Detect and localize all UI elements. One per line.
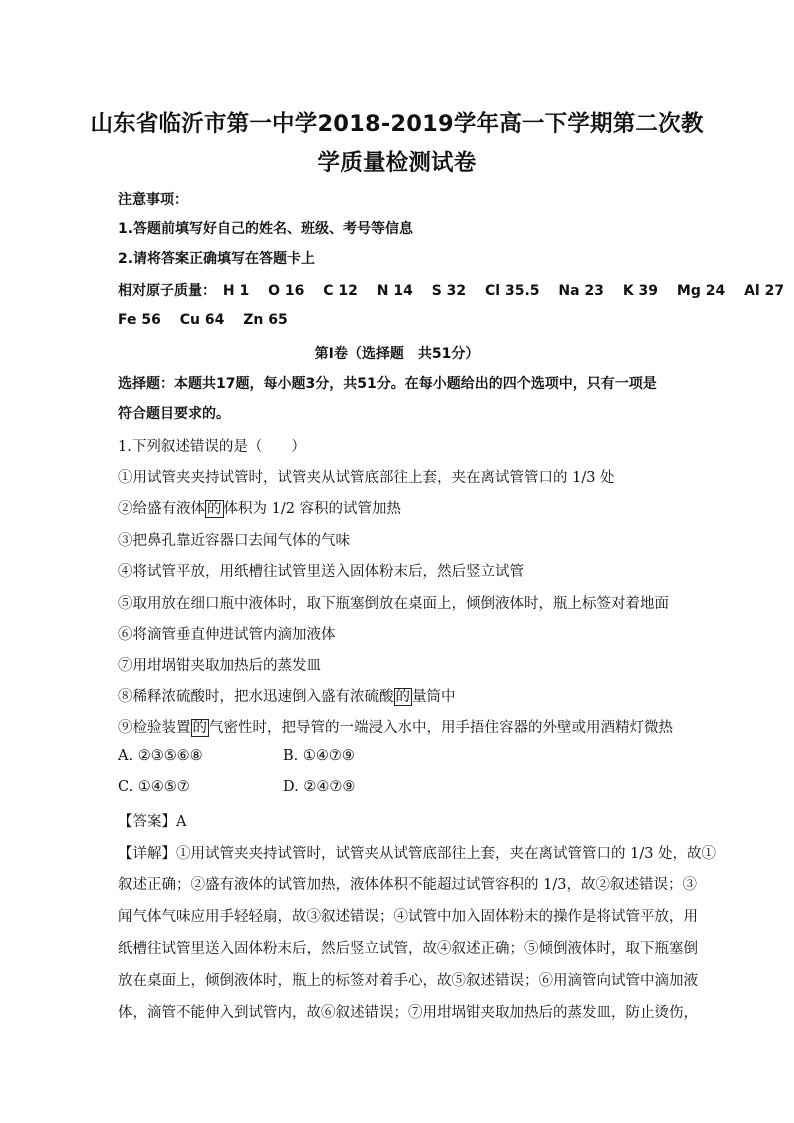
explanation-line-1: 【详解】①用试管夹夹持试管时，试管夹从试管底部往上套，夹在离试管管口的 1/3 处，故①	[118, 846, 717, 862]
document-title-line-1: 山东省临沂市第一中学2018-2019学年高一下学期第二次教	[90, 111, 704, 137]
statement-3: ③把鼻孔靠近容器口去闻气体的气味	[118, 533, 350, 549]
statement-8-post: 量筒中	[412, 689, 456, 705]
statement-7: ⑦用坩埚钳夹取加热后的蒸发皿	[118, 658, 321, 674]
section-title: 第Ⅰ卷（选择题 共51分）	[314, 346, 480, 362]
instructions-line-2: 符合题目要求的。	[118, 406, 230, 422]
atomic-mass-mg: Mg 24	[676, 283, 726, 299]
explanation-line-6: 体，滴管不能伸入到试管内，故⑥叙述错误；⑦用坩埚钳夹取加热后的蒸发皿，防止烫伤，	[118, 1005, 698, 1021]
statement-5: ⑤取用放在细口瓶中液体时，取下瓶塞倒放在桌面上，倾倒液体时，瓶上标签对着地面	[118, 596, 669, 612]
atomic-mass-na: Na 23	[558, 283, 604, 299]
explanation-line-5: 放在桌面上，倾倒液体时，瓶上的标签对着手心，故⑤叙述错误；⑥用滴管向试管中滴加液	[118, 973, 698, 989]
explanation-line-4: 纸槽往试管里送入固体粉末后，然后竖立试管，故④叙述正确；⑤倾倒液体时，取下瓶塞倒	[118, 941, 698, 957]
statement-2-post: 体积为 1/2 容积的试管加热	[223, 501, 402, 517]
notice-item-2: 2.请将答案正确填写在答题卡上	[118, 251, 316, 267]
answer: 【答案】A	[118, 814, 187, 830]
statement-2	[118, 497, 401, 518]
statement-6: ⑥将滴管垂直伸进试管内滴加液体	[118, 627, 336, 643]
instructions-line-1: 选择题：本题共17题，每小题3分，共51分。在每小题给出的四个选项中，只有一项是	[118, 376, 657, 392]
atomic-mass-zn: Zn 65	[243, 312, 288, 328]
atomic-mass-row-1	[118, 280, 794, 300]
statement-8-boxed-char: 的	[395, 689, 410, 705]
statement-1: ①用试管夹夹持试管时，试管夹从试管底部往上套，夹在离试管管口的 1/3 处	[118, 470, 615, 486]
document-title-line-2: 学质量检测试卷	[317, 150, 477, 176]
statement-9	[118, 716, 673, 737]
atomic-mass-label: 相对原子质量：	[118, 283, 216, 299]
statement-2-boxed-char: 的	[207, 501, 222, 517]
explanation-line-3: 闻气体气味应用手轻轻扇，故③叙述错误；④试管中加入固体粉末的操作是将试管平放，用	[118, 909, 698, 925]
statement-8	[118, 685, 456, 706]
statement-4: ④将试管平放，用纸槽往试管里送入固体粉末后，然后竖立试管	[118, 564, 524, 580]
atomic-mass-o: O 16	[268, 283, 305, 299]
atomic-mass-h: H 1	[222, 283, 250, 299]
option-b: B. ①④⑦⑨	[283, 748, 355, 764]
notice-item-1: 1.答题前填写好自己的姓名、班级、考号等信息	[118, 221, 414, 237]
statement-9-pre: ⑨检验装置	[118, 720, 191, 736]
atomic-mass-s: S 32	[431, 283, 467, 299]
notice-heading: 注意事项：	[118, 192, 188, 208]
atomic-mass-cl: Cl 35.5	[485, 283, 540, 299]
atomic-mass-k: K 39	[622, 283, 659, 299]
statement-2-pre: ②给盛有液体	[118, 501, 205, 517]
option-c: C. ①④⑤⑦	[118, 779, 190, 795]
atomic-mass-row-2	[118, 312, 302, 328]
atomic-mass-al: Al 27	[744, 283, 785, 299]
statement-9-post: 气密性时，把导管的一端浸入水中，用手捂住容器的外壁或用酒精灯微热	[209, 720, 673, 736]
atomic-mass-fe: Fe 56	[118, 312, 161, 328]
statement-9-boxed-char: 的	[192, 720, 207, 736]
atomic-mass-c: C 12	[323, 283, 358, 299]
atomic-mass-cu: Cu 64	[179, 312, 225, 328]
statement-8-pre: ⑧稀释浓硫酸时，把水迅速倒入盛有浓硫酸	[118, 689, 394, 705]
explanation-line-2: 叙述正确；②盛有液体的试管加热，液体体积不能超过试管容积的 1/3，故②叙述错误；③	[118, 877, 697, 893]
atomic-mass-n: N 14	[376, 283, 413, 299]
option-a: A. ②③⑤⑥⑧	[118, 748, 203, 764]
option-d: D. ②④⑦⑨	[283, 779, 356, 795]
question-stem: 1.下列叙述错误的是（ ）	[118, 439, 306, 455]
